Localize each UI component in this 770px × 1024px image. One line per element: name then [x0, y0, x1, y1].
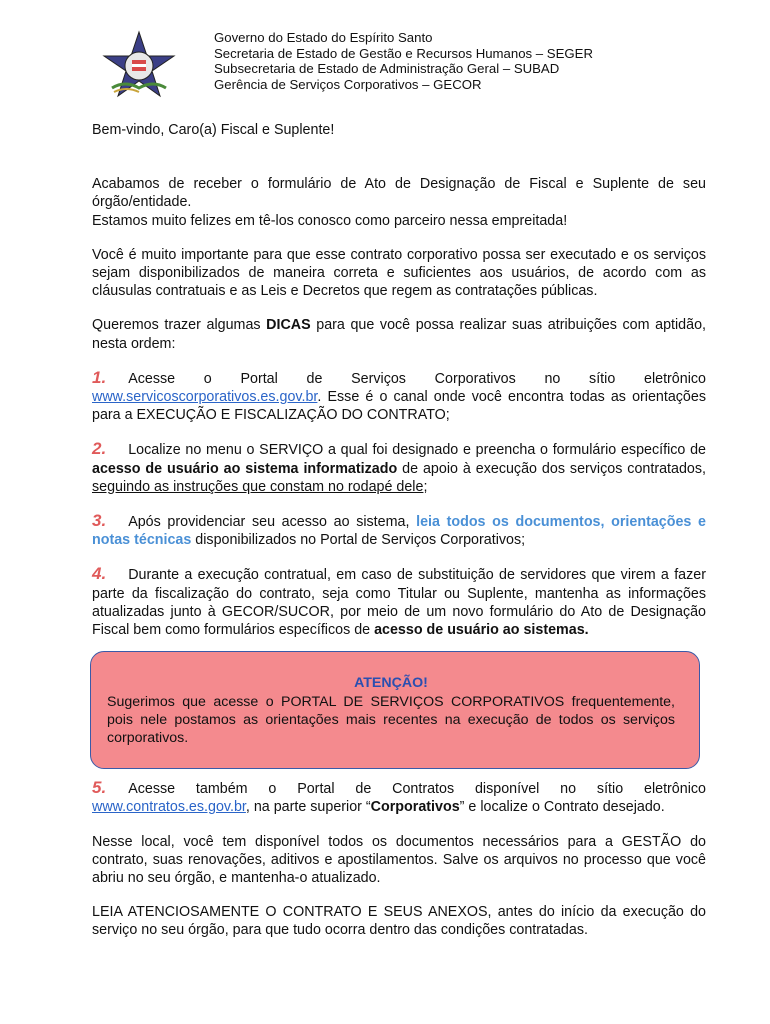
- intro-paragraph-4: Queremos trazer algumas DICAS para que você possa realizar suas atribuições com aptidão, nesta ordem:: [92, 317, 707, 352]
- letterhead: [100, 30, 720, 102]
- servicos-corporativos-link[interactable]: www.servicoscorporativos.es.gov.br: [92, 389, 318, 406]
- tip-number: 2.: [92, 439, 107, 459]
- notice-title: ATENÇÃO!: [354, 675, 428, 692]
- attention-notice-box: [90, 651, 700, 769]
- tip-1: 1. Acesse o Portal de Serviços Corporativos no sítio eletrônico www.servicoscorporativos.es.gov.br. Esse é o canal onde você encontra todas as orientações para a EXECUÇÃO E FISCALIZAÇÃO DO CONTRATO;: [92, 367, 706, 424]
- dicas-bold: DICAS: [266, 317, 311, 334]
- tip-2: 2. Localize no menu o SERVIÇO a qual foi designado e preencha o formulário específico de acesso de usuário ao sistema informatizado de apoio à execução dos serviços contratados, seguindo as instruções que constam no rodapé dele;: [92, 439, 706, 495]
- letter-body: [92, 121, 706, 940]
- closing-paragraph-1: Nesse local, você tem disponível todos os documentos necessários para a GESTÃO do contrato, suas renovações, aditivos e apostilamentos. Salve os arquivos no processo que você abriu no seu órgão, e mantenha-o atualizado.: [92, 833, 706, 887]
- tip-number: 5.: [92, 778, 107, 798]
- header-line-management: Gerência de Serviços Corporativos – GECOR: [214, 76, 482, 92]
- tip-number: 1.: [92, 367, 107, 387]
- header-line-secretariat: Secretaria de Estado de Gestão e Recursos Humanos – SEGER: [214, 45, 593, 61]
- tip-3-highlight: leia todos os documentos, orientações e notas técnicas: [92, 514, 706, 549]
- contratos-link[interactable]: www.contratos.es.gov.br: [92, 799, 246, 816]
- header-line-subsecretariat: Subsecretaria de Estado de Administração Geral – SUBAD: [214, 61, 560, 76]
- intro-paragraph-1: Acabamos de receber o formulário de Ato de Designação de Fiscal e Suplente de seu órgão/entidade.: [92, 176, 706, 211]
- tip-5: 5. Acesse também o Portal de Contratos disponível no sítio eletrônico www.contratos.es.gov.br, na parte superior “Corporativos” e localize o Contrato desejado.: [92, 778, 706, 816]
- tip-3: 3. Após providenciar seu acesso ao sistema, leia todos os documentos, orientações e notas técnicas disponibilizados no Portal de Serviços Corporativos;: [92, 511, 706, 549]
- tip-number: 4.: [92, 564, 107, 584]
- tip-4: 4. Durante a execução contratual, em caso de substituição de servidores que virem a fazer parte da fiscalização do contrato, seja como Titular ou Suplente, mantenha as informações atualizadas junto à GECOR/SUCOR, por meio de um novo formulário do Ato de Designação Fiscal bem como formulários específicos de acesso de usuário ao sistemas.: [92, 564, 706, 639]
- notice-text: Sugerimos que acesse o PORTAL DE SERVIÇOS CORPORATIVOS frequentemente, pois nele postamos as orientações mais recentes na execução de todos os serviços corporativos.: [107, 694, 675, 747]
- espirito-santo-coat-of-arms-icon: [100, 30, 178, 100]
- intro-paragraph-2: Estamos muito felizes em tê-los conosco como parceiro nessa empreitada!: [92, 212, 568, 229]
- intro-paragraph-3: Você é muito importante para que esse contrato corporativo possa ser executado e os serviços sejam disponibilizados de maneira correta e suficientes aos usuários, de acordo com as cláusulas contratuais e as Leis e Decretos que regem as contratações públicas.: [92, 246, 706, 300]
- letterhead-text: [214, 30, 593, 92]
- greeting: Bem-vindo, Caro(a) Fiscal e Suplente!: [92, 122, 335, 138]
- tip-number: 3.: [92, 511, 107, 531]
- closing-paragraph-2: LEIA ATENCIOSAMENTE O CONTRATO E SEUS ANEXOS, antes do início da execução do serviço no seu órgão, para que tudo ocorra dentro das condições contratadas.: [92, 904, 706, 939]
- header-line-government: Governo do Estado do Espírito Santo: [214, 30, 433, 45]
